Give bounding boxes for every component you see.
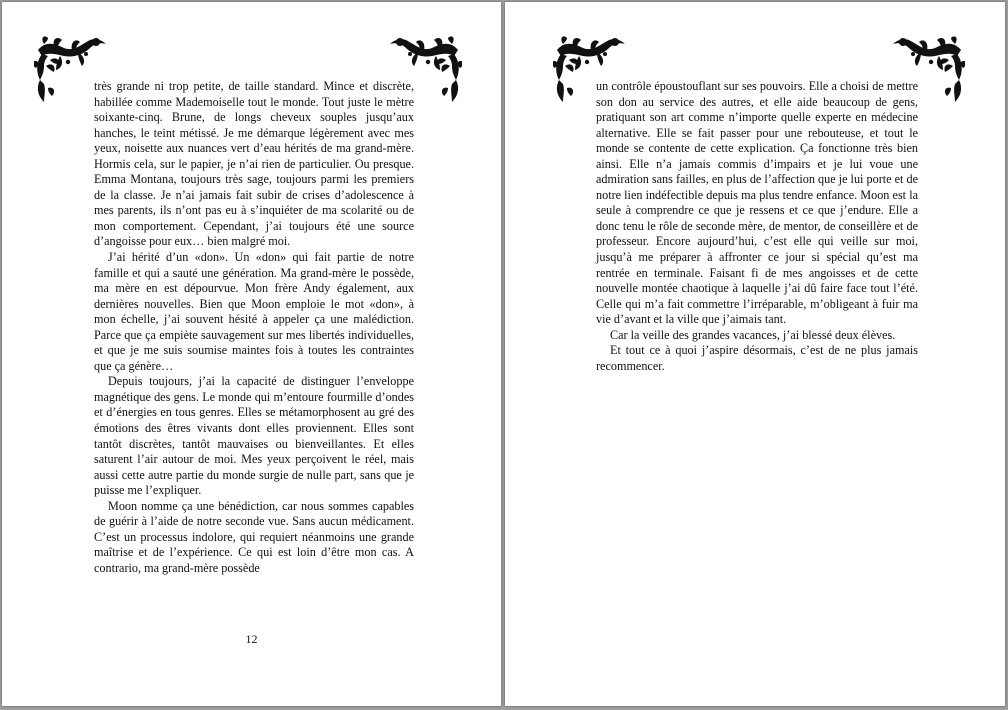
paragraph: Moon nomme ça une bénédiction, car nous sommes capables de guérir à l’aide de notre seconde vue. Sans aucun médicament. C’est un processus indolore, qui requiert néanmoins une grande maîtrise et de l’expérience. Ce qui est loin d’être mon cas. A contrario, ma grand-mère possède bbox=[94, 498, 414, 575]
paragraph: un contrôle époustouflant sur ses pouvoirs. Elle a choisi de mettre son don au service des autres, et elle aide beaucoup de gens, pratiquant son art comme n’importe quelle experte en médecine alternative. Elle se fait passer pour une rebouteuse, et tout le monde se contente de cette explication. Ça fonctionne très bien ainsi. Elle n’a jamais commis d’impairs et je lui voue une admiration sans failles, en plus de l’affection que je lui porte et de notre lien indéfectible depuis ma plus tendre enfance. Moon est la seule à comprendre ce que je ressens et ce que j’endure. Elle a donc tenu le rôle de seconde mère, de mentor, de conseillère et de professeur. Encore aujourd’hui, c’est elle qui veille sur moi, jusqu’à me préparer à affronter ce jour si spécial qu’est ma rentrée en terminale. Faisant fi de mes angoisses et de cette nouvelle montée chaotique à laquelle j’ai dû faire face tout l’été. Celle qui m’a fait commettre l’irréparable, m’obligeant à fuir ma vie d’avant et la ville que j’aimais tant. bbox=[596, 79, 918, 327]
paragraph: J’ai hérité d’un «don». Un «don» qui fait partie de notre famille et qui a sauté une génération. Ma grand-mère le possède, ma mère en est dépourvue. Mon frère Andy également, aux dernières nouvelles. Bien que Moon emploie le mot «don», à mon échelle, j’ai souvent hésité à appeler ça une malédiction. Parce que ça empiète sauvagement sur mes libertés individuelles, et que je me suis soumise maintes fois à toutes les contraintes que ça génère… bbox=[94, 250, 414, 373]
paragraph: très grande ni trop petite, de taille standard. Mince et discrète, habillée comme Mademoiselle tout le monde. Tout juste le mètre soixante-cinq. Brune, de longs cheveux souples jusqu’aux hanches, le teint métissé. Je me démarque légèrement avec mes yeux, noisette aux nuances vert d’eau hérités de ma grand-mère. Hormis cela, sur le papier, je n’ai rien de particulier. Ou presque. Emma Montana, toujours très sage, toujours parmi les premiers de la classe. Je n’ai jamais fait subir de crises d’adolescence à mes parents, ils n’ont pas eu à s’inquiéter de ma scolarité ou de mon comportement. Cependant, j’ai toujours été une source d’angoisse pour eux… bien malgré moi. bbox=[94, 79, 414, 249]
right-page bbox=[505, 2, 1005, 706]
paragraph: Depuis toujours, j’ai la capacité de distinguer l’enveloppe magnétique des gens. Le monde qui m’entoure fourmille d’ondes et d’énergies en tous genres. Elles se métamorphosent au gré des émotions des êtres vivants dont elles proviennent. Elles sont tantôt discrètes, tantôt mauvaises ou bienveillantes. Et elles saturent l’air autour de moi. Mes yeux perçoivent le réel, mais aussi cette autre partie du monde surgie de nulle part, sans que je puisse me l’expliquer. bbox=[94, 374, 414, 498]
left-page-body-text bbox=[94, 79, 414, 577]
paragraph: Et tout ce à quoi j’aspire désormais, c’est de ne plus jamais recommencer. bbox=[596, 343, 918, 373]
paragraph: Car la veille des grandes vacances, j’ai blessé deux élèves. bbox=[610, 327, 896, 342]
page-number: 12 bbox=[245, 632, 258, 646]
right-page-body-text bbox=[596, 79, 918, 374]
left-page bbox=[2, 2, 501, 706]
